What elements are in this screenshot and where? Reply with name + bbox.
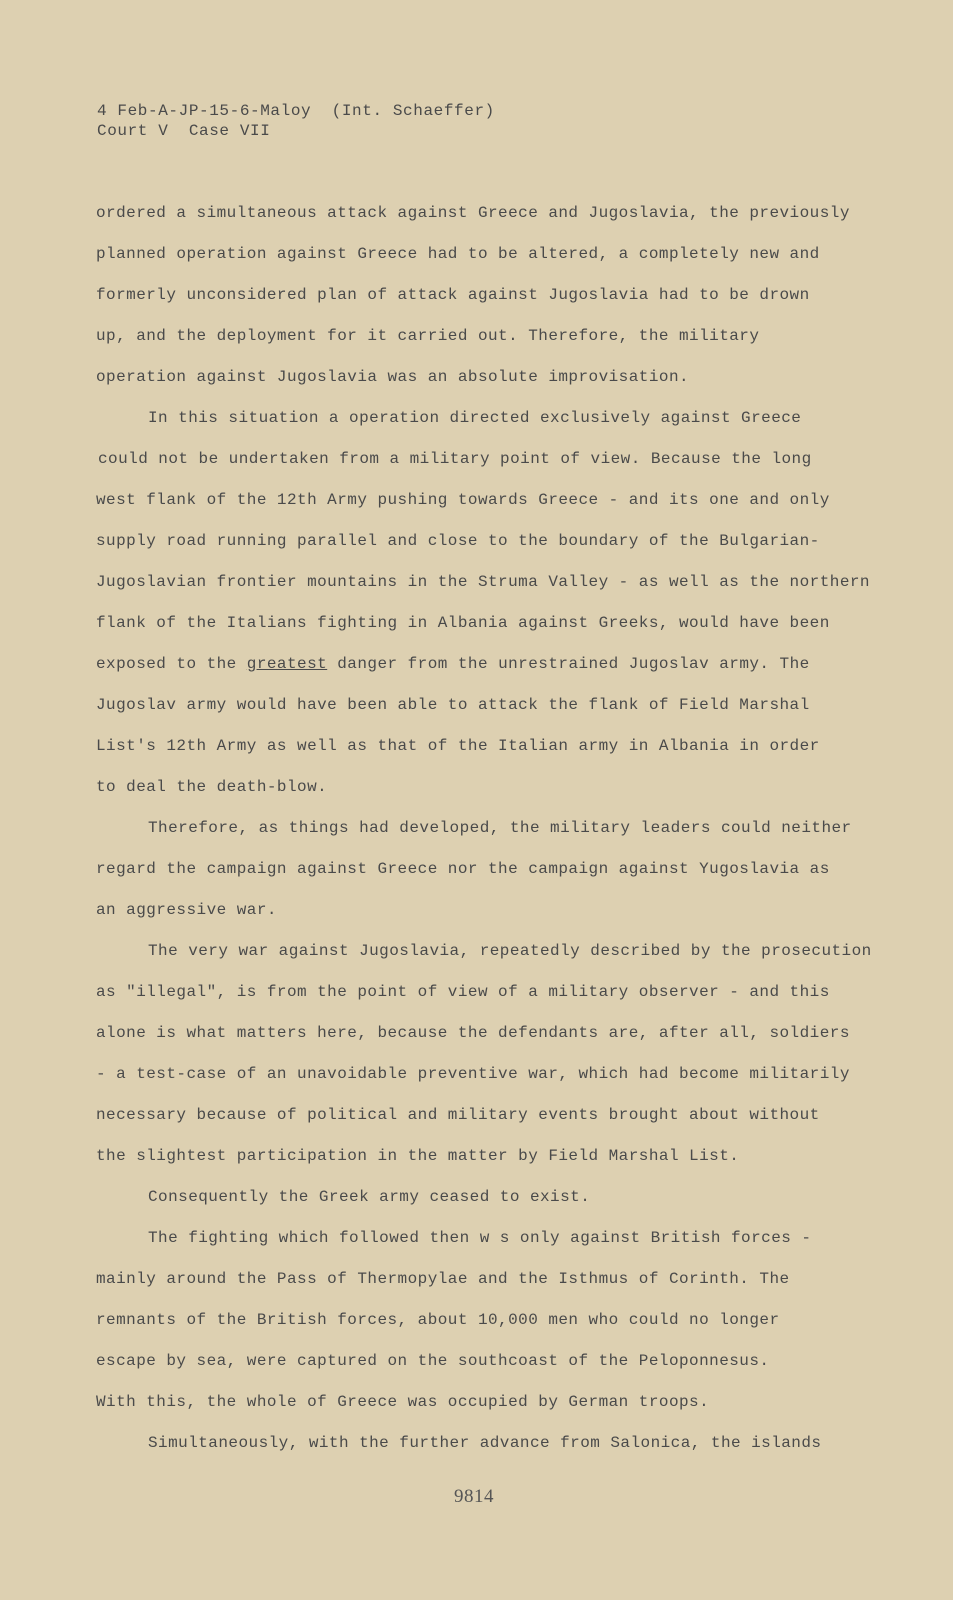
body-line: ordered a simultaneous attack against Greece and Jugoslavia, the previously (96, 204, 850, 222)
document-header (97, 101, 495, 141)
body-line: escape by sea, were captured on the southcoast of the Peloponnesus. (96, 1352, 770, 1370)
body-line: mainly around the Pass of Thermopylae and the Isthmus of Corinth. The (96, 1270, 790, 1288)
body-line: the slightest participation in the matter by Field Marshal List. (96, 1147, 740, 1165)
body-line: In this situation a operation directed exclusively against Greece (148, 409, 802, 427)
body-line: The fighting which followed then w s only against British forces - (148, 1229, 812, 1247)
page-number: 9814 (454, 1486, 494, 1507)
emphasis-suffix: danger from the unrestrained Jugoslav army. The (327, 655, 810, 673)
body-line: Jugoslav army would have been able to attack the flank of Field Marshal (96, 696, 810, 714)
body-line: - a test-case of an unavoidable preventive war, which had become militarily (96, 1065, 850, 1083)
body-line: Consequently the Greek army ceased to exist. (148, 1188, 591, 1206)
body-line: regard the campaign against Greece nor the campaign against Yugoslavia as (96, 860, 830, 878)
body-line: alone is what matters here, because the defendants are, after all, soldiers (96, 1024, 850, 1042)
body-line: remnants of the British forces, about 10,000 men who could no longer (96, 1311, 780, 1329)
body-line: List's 12th Army as well as that of the Italian army in Albania in order (96, 737, 820, 755)
body-line: supply road running parallel and close to the boundary of the Bulgarian- (96, 532, 820, 550)
body-line: up, and the deployment for it carried out. Therefore, the military (96, 327, 760, 345)
body-line: Jugoslavian frontier mountains in the Struma Valley - as well as the northern (96, 573, 870, 591)
body-line: flank of the Italians fighting in Albania against Greeks, would have been (96, 614, 830, 632)
body-line: Therefore, as things had developed, the military leaders could neither (148, 819, 852, 837)
underlined-word: greatest (246, 655, 328, 673)
body-line: formerly unconsidered plan of attack against Jugoslavia had to be drown (96, 286, 810, 304)
body-line: necessary because of political and military events brought about without (96, 1106, 820, 1124)
body-line: The very war against Jugoslavia, repeatedly described by the prosecution (148, 942, 872, 960)
body-line: as "illegal", is from the point of view of a military observer - and this (96, 983, 830, 1001)
body-line: Simultaneously, with the further advance from Salonica, the islands (148, 1434, 822, 1452)
body-line: could not be undertaken from a military point of view. Because the long (98, 450, 812, 468)
header-court-case: Court V Case VII (97, 122, 271, 140)
body-line: planned operation against Greece had to be altered, a completely new and (96, 245, 820, 263)
body-line: to deal the death-blow. (96, 778, 328, 796)
body-line: west flank of the 12th Army pushing towards Greece - and its one and only (96, 491, 830, 509)
body-line: With this, the whole of Greece was occupied by German troops. (96, 1393, 710, 1411)
header-reference: 4 Feb-A-JP-15-6-Maloy (Int. Schaeffer) (97, 102, 495, 120)
body-line: an aggressive war. (96, 901, 277, 919)
emphasis-prefix: exposed to the (96, 655, 247, 673)
body-line-emphasis (96, 654, 810, 674)
body-line: operation against Jugoslavia was an absolute improvisation. (96, 368, 690, 386)
